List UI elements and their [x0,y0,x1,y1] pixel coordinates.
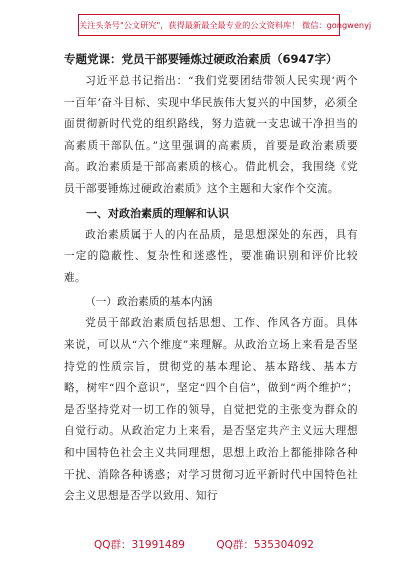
section-1-paragraph: 政治素质属于人的内在品质，是思想深处的东西，具有一定的隐蔽性、复杂性和迷惑性，要准确识别和评价比较难。 [64,228,358,284]
footer-qq-group-1: QQ群：31991489 [94,539,185,551]
footer-qq-group-2: QQ群：535304092 [216,539,314,551]
document-title: 专题党课：党员干部要锤炼过硬政治素质（6947字） [64,52,338,66]
footer-contacts [0,537,408,552]
subsection-1-paragraph: 党员干部政治素质包括思想、工作、作风各方面。具体来说，可以从“六个维度”来理解。从政治立场上来看是否坚持党的性质宗旨，贯彻党的基本理论、基本路线、基本方略，树牢“四个意识”，坚定“四个自信”，做到“两个维护”；是否坚持党对一切工作的领导，自觉把党的主张变为群众的自觉行动。从政治定力上来看，是否坚定共产主义远大理想和中国特色社会主义共同理想，思想上政治上都能排除各种干扰、消除各种诱惑；对学习贯彻习近平新时代中国特色社会主义思想是否学以致用、知行 [64,317,358,503]
subsection-heading-1: （一）政治素质的基本内涵 [85,296,213,309]
promo-banner-text: 关注头条号"公文研究"，获得最新最全最专业的公文资料库！ 微信：gongwenyj [79,20,372,30]
intro-paragraph: 习近平总书记指出：“我们党要团结带领人民实现‘两个一百年’奋斗目标、实现中华民族伟大复兴的中国梦，必须全面贯彻新时代党的组织路线，努力造就一支忠诚干净担当的高素质干部队伍。”这里强调的高素质，首要是政治素质要高。政治素质是干部高素质的核心。借此机会，我围绕《党员干部要锤炼过硬政治素质》这个主题和大家作个交流。 [64,75,358,195]
promo-banner [78,14,372,36]
section-heading-1: 一、对政治素质的理解和认识 [86,206,229,220]
document-body [64,50,358,508]
